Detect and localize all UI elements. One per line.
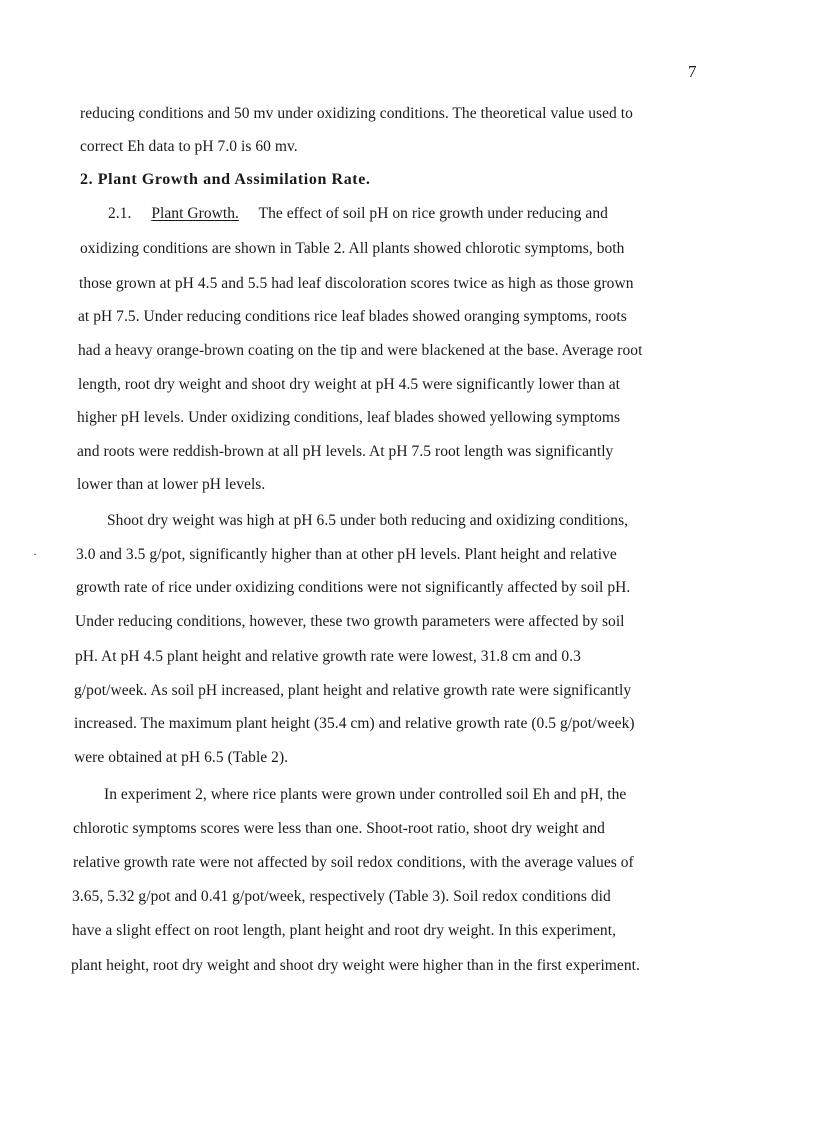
subsection-first-line	[108, 204, 608, 224]
paragraph-line: those grown at pH 4.5 and 5.5 had leaf discoloration scores twice as high as those grown	[79, 275, 634, 292]
intro-line: reducing conditions and 50 mv under oxidizing conditions. The theoretical value used to	[80, 105, 633, 122]
stray-mark: ·	[33, 547, 37, 561]
paragraph-line: lower than at lower pH levels.	[77, 476, 266, 493]
paragraph-line: have a slight effect on root length, plant height and root dry weight. In this experiment,	[72, 922, 616, 939]
paragraph-line: Under reducing conditions, however, these two growth parameters were affected by soil	[75, 613, 625, 630]
paragraph-line: In experiment 2, where rice plants were grown under controlled soil Eh and pH, the	[104, 786, 627, 803]
paragraph-line: 3.0 and 3.5 g/pot, significantly higher than at other pH levels. Plant height and relative	[76, 546, 617, 563]
paragraph-line: 3.65, 5.32 g/pot and 0.41 g/pot/week, respectively (Table 3). Soil redox conditions did	[72, 888, 611, 905]
paragraph-line: growth rate of rice under oxidizing conditions were not significantly affected by soil pH.	[76, 579, 631, 596]
paragraph-line: at pH 7.5. Under reducing conditions rice leaf blades showed oranging symptoms, roots	[78, 308, 627, 325]
paragraph-line: increased. The maximum plant height (35.4 cm) and relative growth rate (0.5 g/pot/week)	[74, 715, 635, 732]
section-heading: 2. Plant Growth and Assimilation Rate.	[80, 171, 371, 188]
paragraph-line: chlorotic symptoms scores were less than one. Shoot-root ratio, shoot dry weight and	[73, 820, 605, 837]
paragraph-line: and roots were reddish-brown at all pH levels. At pH 7.5 root length was significantly	[77, 443, 614, 460]
paragraph-line: higher pH levels. Under oxidizing conditions, leaf blades showed yellowing symptoms	[77, 409, 621, 426]
subsection-title: Plant Growth.	[151, 205, 239, 222]
paragraph-line: Shoot dry weight was high at pH 6.5 under both reducing and oxidizing conditions,	[107, 512, 629, 529]
intro-line: correct Eh data to pH 7.0 is 60 mv.	[80, 138, 298, 155]
paragraph-line: had a heavy orange-brown coating on the tip and were blackened at the base. Average root	[78, 342, 643, 359]
page-number: 7	[688, 62, 697, 81]
paragraph-line: length, root dry weight and shoot dry weight at pH 4.5 were significantly lower than at	[78, 376, 620, 393]
paragraph-line: relative growth rate were not affected by soil redox conditions, with the average values of	[73, 854, 634, 871]
paragraph-line: g/pot/week. As soil pH increased, plant height and relative growth rate were significantly	[74, 682, 632, 699]
subsection-first-line-text: The effect of soil pH on rice growth under reducing and	[258, 205, 608, 222]
subsection-number: 2.1.	[108, 205, 132, 222]
paragraph-line: were obtained at pH 6.5 (Table 2).	[74, 749, 289, 766]
paragraph-line: oxidizing conditions are shown in Table 2. All plants showed chlorotic symptoms, both	[80, 240, 625, 257]
paragraph-line: plant height, root dry weight and shoot dry weight were higher than in the first experiment.	[71, 957, 640, 974]
paragraph-line: pH. At pH 4.5 plant height and relative growth rate were lowest, 31.8 cm and 0.3	[75, 648, 581, 665]
